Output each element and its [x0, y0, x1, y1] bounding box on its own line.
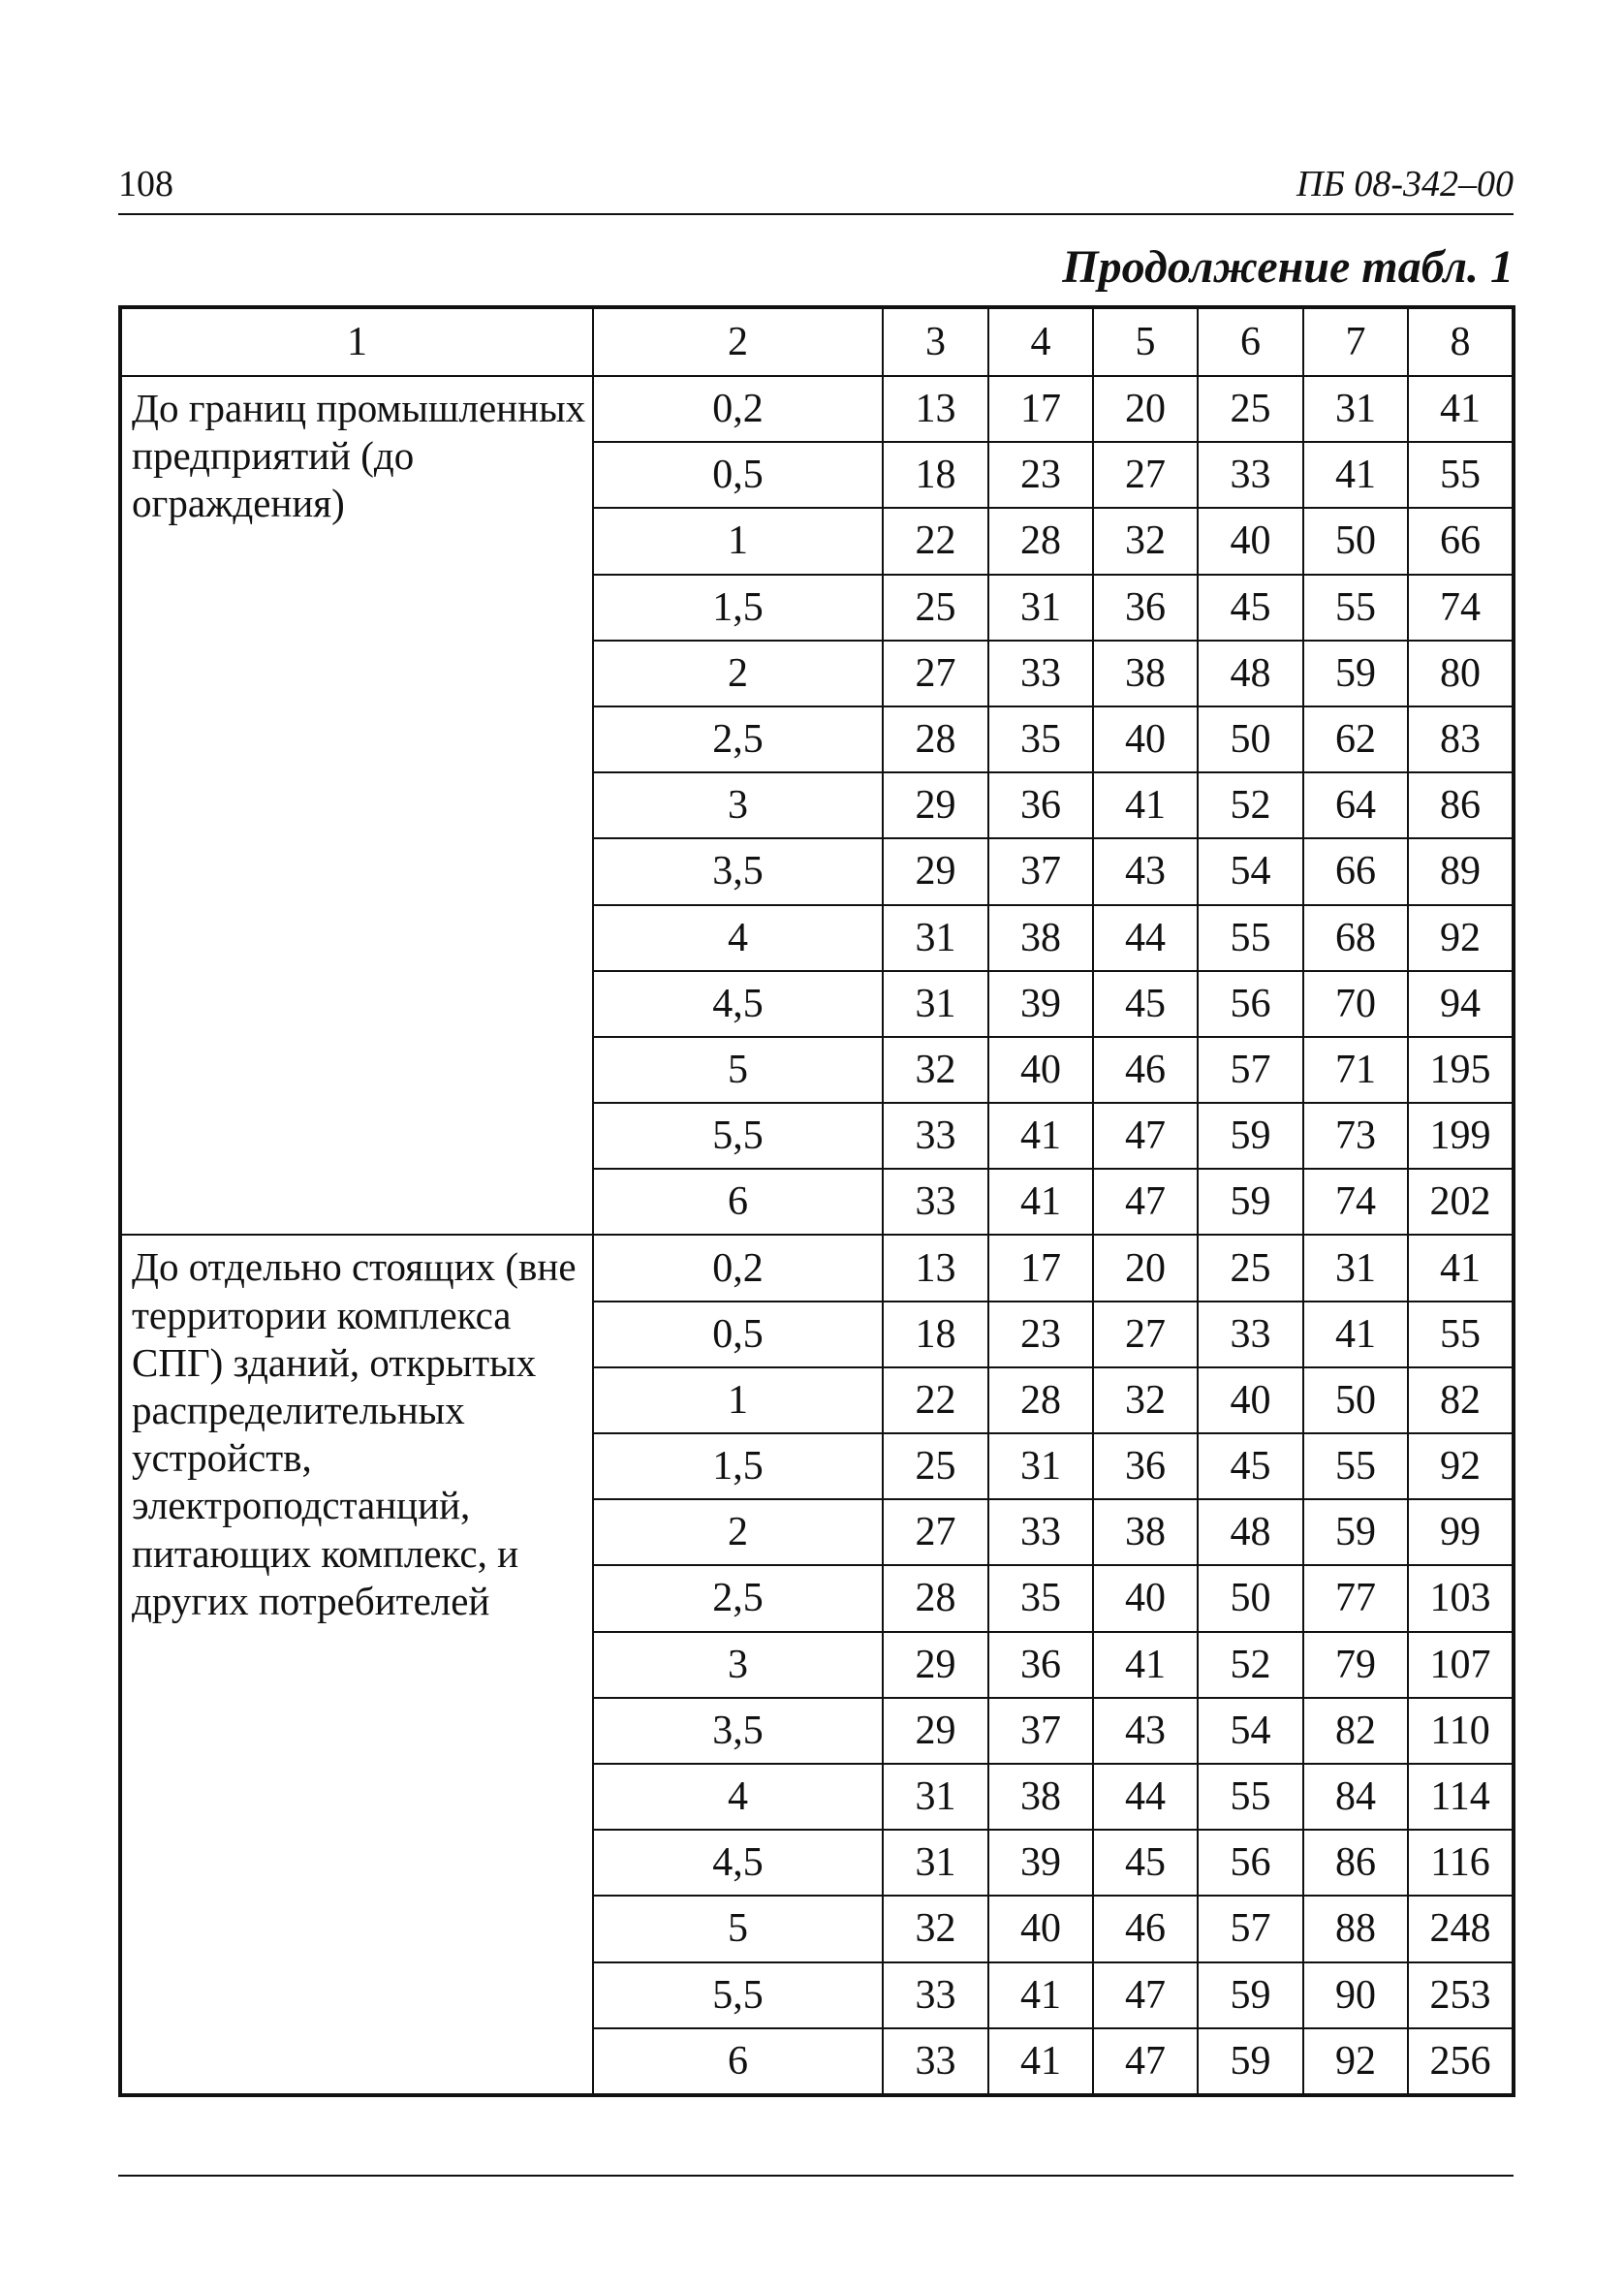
- row-key-cell: 3: [593, 1632, 883, 1698]
- value-cell: 25: [883, 1433, 988, 1499]
- value-cell: 37: [988, 1698, 1093, 1764]
- row-key-cell: 4: [593, 1764, 883, 1830]
- value-cell: 52: [1198, 772, 1303, 838]
- value-cell: 82: [1303, 1698, 1408, 1764]
- value-cell: 31: [1303, 376, 1408, 442]
- value-cell: 39: [988, 1830, 1093, 1896]
- value-cell: 38: [1093, 641, 1198, 706]
- value-cell: 31: [1303, 1235, 1408, 1301]
- column-header: 2: [593, 307, 883, 376]
- value-cell: 50: [1198, 1565, 1303, 1631]
- page-header: [118, 155, 1514, 215]
- value-cell: 86: [1408, 772, 1514, 838]
- value-cell: 31: [883, 905, 988, 971]
- value-cell: 31: [883, 1830, 988, 1896]
- row-key-cell: 3,5: [593, 1698, 883, 1764]
- value-cell: 59: [1198, 1169, 1303, 1235]
- value-cell: 29: [883, 1698, 988, 1764]
- value-cell: 41: [1408, 1235, 1514, 1301]
- page-number: 108: [118, 164, 173, 204]
- value-cell: 38: [988, 905, 1093, 971]
- value-cell: 25: [1198, 376, 1303, 442]
- value-cell: 54: [1198, 1698, 1303, 1764]
- value-cell: 33: [883, 2028, 988, 2095]
- value-cell: 40: [988, 1896, 1093, 1961]
- value-cell: 33: [988, 1499, 1093, 1565]
- value-cell: 66: [1408, 508, 1514, 574]
- value-cell: 28: [883, 706, 988, 772]
- value-cell: 89: [1408, 838, 1514, 904]
- row-key-cell: 5: [593, 1037, 883, 1103]
- value-cell: 41: [1303, 442, 1408, 508]
- value-cell: 50: [1303, 508, 1408, 574]
- table-continuation-caption: Продолжение табл. 1: [1062, 241, 1514, 293]
- value-cell: 48: [1198, 641, 1303, 706]
- value-cell: 88: [1303, 1896, 1408, 1961]
- value-cell: 25: [883, 575, 988, 641]
- row-key-cell: 0,2: [593, 1235, 883, 1301]
- value-cell: 41: [1303, 1302, 1408, 1367]
- value-cell: 43: [1093, 1698, 1198, 1764]
- value-cell: 33: [1198, 1302, 1303, 1367]
- value-cell: 36: [988, 1632, 1093, 1698]
- value-cell: 32: [1093, 508, 1198, 574]
- value-cell: 40: [988, 1037, 1093, 1103]
- value-cell: 35: [988, 1565, 1093, 1631]
- table-row: [120, 376, 1514, 442]
- footer-rule: [118, 2175, 1514, 2177]
- value-cell: 32: [883, 1037, 988, 1103]
- value-cell: 92: [1408, 1433, 1514, 1499]
- row-key-cell: 6: [593, 2028, 883, 2095]
- value-cell: 62: [1303, 706, 1408, 772]
- value-cell: 248: [1408, 1896, 1514, 1961]
- value-cell: 20: [1093, 1235, 1198, 1301]
- value-cell: 116: [1408, 1830, 1514, 1896]
- value-cell: 28: [883, 1565, 988, 1631]
- value-cell: 31: [883, 1764, 988, 1830]
- value-cell: 28: [988, 508, 1093, 574]
- row-key-cell: 2: [593, 1499, 883, 1565]
- value-cell: 90: [1303, 1962, 1408, 2028]
- value-cell: 40: [1198, 508, 1303, 574]
- value-cell: 28: [988, 1367, 1093, 1433]
- value-cell: 27: [1093, 1302, 1198, 1367]
- category-label: До границ промышленных предприятий (до ограждения): [120, 376, 593, 1235]
- value-cell: 13: [883, 1235, 988, 1301]
- value-cell: 56: [1198, 971, 1303, 1037]
- value-cell: 256: [1408, 2028, 1514, 2095]
- value-cell: 20: [1093, 376, 1198, 442]
- value-cell: 32: [883, 1896, 988, 1961]
- row-key-cell: 4: [593, 905, 883, 971]
- row-key-cell: 2: [593, 641, 883, 706]
- value-cell: 33: [883, 1962, 988, 2028]
- value-cell: 71: [1303, 1037, 1408, 1103]
- value-cell: 47: [1093, 1103, 1198, 1169]
- table-header-row: [120, 307, 1514, 376]
- row-key-cell: 1: [593, 508, 883, 574]
- value-cell: 86: [1303, 1830, 1408, 1896]
- row-key-cell: 3: [593, 772, 883, 838]
- value-cell: 114: [1408, 1764, 1514, 1830]
- column-header: 1: [120, 307, 593, 376]
- value-cell: 52: [1198, 1632, 1303, 1698]
- value-cell: 55: [1198, 1764, 1303, 1830]
- value-cell: 18: [883, 442, 988, 508]
- value-cell: 55: [1408, 442, 1514, 508]
- value-cell: 45: [1198, 1433, 1303, 1499]
- row-key-cell: 5: [593, 1896, 883, 1961]
- column-header: 5: [1093, 307, 1198, 376]
- value-cell: 33: [988, 641, 1093, 706]
- value-cell: 59: [1303, 641, 1408, 706]
- value-cell: 57: [1198, 1037, 1303, 1103]
- value-cell: 31: [988, 1433, 1093, 1499]
- value-cell: 55: [1198, 905, 1303, 971]
- value-cell: 74: [1408, 575, 1514, 641]
- value-cell: 35: [988, 706, 1093, 772]
- value-cell: 59: [1198, 1103, 1303, 1169]
- value-cell: 41: [1093, 772, 1198, 838]
- value-cell: 83: [1408, 706, 1514, 772]
- value-cell: 55: [1303, 1433, 1408, 1499]
- column-header: 4: [988, 307, 1093, 376]
- value-cell: 22: [883, 508, 988, 574]
- value-cell: 44: [1093, 1764, 1198, 1830]
- value-cell: 47: [1093, 2028, 1198, 2095]
- value-cell: 77: [1303, 1565, 1408, 1631]
- value-cell: 44: [1093, 905, 1198, 971]
- row-key-cell: 5,5: [593, 1103, 883, 1169]
- value-cell: 50: [1198, 706, 1303, 772]
- value-cell: 68: [1303, 905, 1408, 971]
- value-cell: 40: [1198, 1367, 1303, 1433]
- row-key-cell: 4,5: [593, 1830, 883, 1896]
- value-cell: 23: [988, 442, 1093, 508]
- value-cell: 41: [1408, 376, 1514, 442]
- value-cell: 79: [1303, 1632, 1408, 1698]
- value-cell: 37: [988, 838, 1093, 904]
- value-cell: 199: [1408, 1103, 1514, 1169]
- value-cell: 48: [1198, 1499, 1303, 1565]
- row-key-cell: 0,2: [593, 376, 883, 442]
- row-key-cell: 5,5: [593, 1962, 883, 2028]
- value-cell: 31: [988, 575, 1093, 641]
- row-key-cell: 6: [593, 1169, 883, 1235]
- row-key-cell: 4,5: [593, 971, 883, 1037]
- value-cell: 31: [883, 971, 988, 1037]
- value-cell: 55: [1408, 1302, 1514, 1367]
- value-cell: 253: [1408, 1962, 1514, 2028]
- value-cell: 29: [883, 1632, 988, 1698]
- value-cell: 54: [1198, 838, 1303, 904]
- value-cell: 110: [1408, 1698, 1514, 1764]
- value-cell: 47: [1093, 1169, 1198, 1235]
- row-key-cell: 3,5: [593, 838, 883, 904]
- distance-table: [118, 305, 1515, 2097]
- value-cell: 103: [1408, 1565, 1514, 1631]
- value-cell: 92: [1408, 905, 1514, 971]
- value-cell: 27: [883, 1499, 988, 1565]
- value-cell: 195: [1408, 1037, 1514, 1103]
- row-key-cell: 1,5: [593, 575, 883, 641]
- value-cell: 41: [988, 1169, 1093, 1235]
- value-cell: 59: [1198, 2028, 1303, 2095]
- row-key-cell: 2,5: [593, 1565, 883, 1631]
- value-cell: 33: [883, 1169, 988, 1235]
- value-cell: 47: [1093, 1962, 1198, 2028]
- value-cell: 36: [988, 772, 1093, 838]
- value-cell: 38: [1093, 1499, 1198, 1565]
- value-cell: 64: [1303, 772, 1408, 838]
- value-cell: 94: [1408, 971, 1514, 1037]
- value-cell: 46: [1093, 1037, 1198, 1103]
- row-key-cell: 0,5: [593, 1302, 883, 1367]
- column-header: 3: [883, 307, 988, 376]
- value-cell: 13: [883, 376, 988, 442]
- value-cell: 55: [1303, 575, 1408, 641]
- value-cell: 99: [1408, 1499, 1514, 1565]
- value-cell: 66: [1303, 838, 1408, 904]
- document-code: ПБ 08-342–00: [1296, 164, 1514, 204]
- row-key-cell: 1: [593, 1367, 883, 1433]
- value-cell: 56: [1198, 1830, 1303, 1896]
- value-cell: 22: [883, 1367, 988, 1433]
- value-cell: 32: [1093, 1367, 1198, 1433]
- value-cell: 38: [988, 1764, 1093, 1830]
- value-cell: 27: [1093, 442, 1198, 508]
- value-cell: 17: [988, 1235, 1093, 1301]
- table-body: [120, 376, 1514, 2095]
- value-cell: 23: [988, 1302, 1093, 1367]
- value-cell: 41: [988, 1103, 1093, 1169]
- value-cell: 73: [1303, 1103, 1408, 1169]
- category-label: До отдельно стоящих (вне территории комплекса СПГ) зданий, открытых распределительных устройств, электроподстанций, питающих комплекс, и других потребителей: [120, 1235, 593, 2094]
- column-header: 7: [1303, 307, 1408, 376]
- table-row: [120, 1235, 1514, 1301]
- value-cell: 29: [883, 838, 988, 904]
- value-cell: 41: [988, 1962, 1093, 2028]
- value-cell: 57: [1198, 1896, 1303, 1961]
- column-header: 6: [1198, 307, 1303, 376]
- value-cell: 59: [1198, 1962, 1303, 2028]
- value-cell: 74: [1303, 1169, 1408, 1235]
- value-cell: 92: [1303, 2028, 1408, 2095]
- value-cell: 80: [1408, 641, 1514, 706]
- value-cell: 45: [1198, 575, 1303, 641]
- value-cell: 70: [1303, 971, 1408, 1037]
- value-cell: 29: [883, 772, 988, 838]
- value-cell: 17: [988, 376, 1093, 442]
- value-cell: 33: [1198, 442, 1303, 508]
- value-cell: 40: [1093, 706, 1198, 772]
- row-key-cell: 1,5: [593, 1433, 883, 1499]
- row-key-cell: 0,5: [593, 442, 883, 508]
- column-header: 8: [1408, 307, 1514, 376]
- value-cell: 84: [1303, 1764, 1408, 1830]
- value-cell: 25: [1198, 1235, 1303, 1301]
- value-cell: 33: [883, 1103, 988, 1169]
- value-cell: 40: [1093, 1565, 1198, 1631]
- value-cell: 18: [883, 1302, 988, 1367]
- value-cell: 36: [1093, 1433, 1198, 1499]
- value-cell: 82: [1408, 1367, 1514, 1433]
- value-cell: 41: [1093, 1632, 1198, 1698]
- value-cell: 202: [1408, 1169, 1514, 1235]
- row-key-cell: 2,5: [593, 706, 883, 772]
- value-cell: 50: [1303, 1367, 1408, 1433]
- value-cell: 59: [1303, 1499, 1408, 1565]
- value-cell: 41: [988, 2028, 1093, 2095]
- value-cell: 27: [883, 641, 988, 706]
- value-cell: 45: [1093, 1830, 1198, 1896]
- value-cell: 39: [988, 971, 1093, 1037]
- value-cell: 45: [1093, 971, 1198, 1037]
- value-cell: 43: [1093, 838, 1198, 904]
- value-cell: 46: [1093, 1896, 1198, 1961]
- value-cell: 107: [1408, 1632, 1514, 1698]
- value-cell: 36: [1093, 575, 1198, 641]
